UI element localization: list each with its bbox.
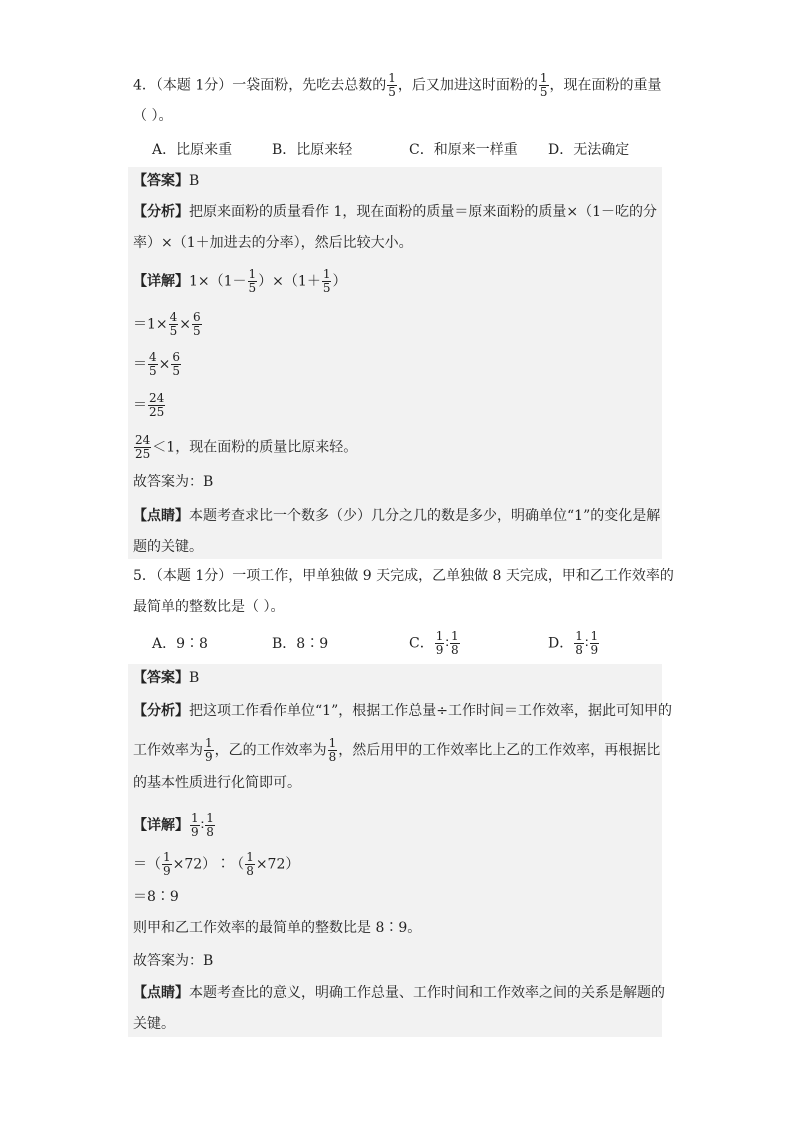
q4-stem-line1: 4．（本题 1分）一袋面粉，先吃去总数的 $\frac{1}{5}$ ，后又加进这时面粉的 $\frac{1}{5}$ ，现在面粉的重量: [133, 71, 662, 99]
q4-option-d: D．无法确定: [548, 142, 630, 158]
q4-option-b: B．比原来轻: [272, 142, 353, 158]
q4-detail-line2: ＝1× $\frac{4}{5}$ × $\frac{6}{5}$: [133, 310, 201, 338]
fraction: $\frac{1}{8}$: [206, 811, 214, 839]
q4-detail-line3: ＝ $\frac{4}{5}$ × $\frac{6}{5}$: [133, 350, 181, 378]
q4-analysis-line1: 【分析】把原来面粉的质量看作 1，现在面粉的质量＝原来面粉的质量×（1－吃的分: [133, 204, 657, 220]
q5-detail-line3: ＝8∶9: [133, 889, 179, 905]
q5-final-answer: 故答案为：B: [133, 953, 214, 969]
q4-stem-line2: （ ）。: [133, 108, 173, 124]
q5-detail-line2: ＝（ $\frac{1}{9}$ ×72）∶（ $\frac{1}{8}$ ×72）: [133, 850, 300, 878]
fraction: $\frac{1}{8}$: [451, 629, 459, 657]
q4-option-c: C．和原来一样重: [409, 142, 518, 158]
fraction: $\frac{1}{9}$: [205, 736, 213, 764]
fraction: $\frac{1}{5}$: [388, 71, 396, 99]
fraction: $\frac{24}{25}$: [149, 391, 165, 419]
q4-point-line2: 题的关键。: [133, 539, 203, 555]
q4-final-answer: 故答案为：B: [133, 474, 214, 490]
q5-detail-line1: 【详解】 $\frac{1}{9}$ ∶ $\frac{1}{8}$: [133, 811, 214, 839]
q4-answer: 【答案】B: [133, 173, 200, 189]
fraction: $\frac{1}{9}$: [435, 629, 444, 657]
fraction: $\frac{1}{8}$: [575, 629, 583, 657]
fraction: $\frac{1}{9}$: [191, 811, 199, 839]
q5-answer: 【答案】B: [133, 670, 200, 686]
q5-point-line1: 【点睛】本题考查比的意义，明确工作总量、工作时间和工作效率之间的关系是解题的: [133, 985, 665, 1001]
q4-point-line1: 【点睛】本题考查求比一个数多（少）几分之几的数是多少，明确单位“1”的变化是解: [133, 508, 661, 524]
fraction: $\frac{6}{5}$: [172, 350, 181, 378]
q5-analysis-line2: 工作效率为 $\frac{1}{9}$ ，乙的工作效率为 $\frac{1}{8}$ ，然后用甲的工作效率比上乙的工作效率，再根据比: [133, 736, 661, 764]
fraction: $\frac{1}{9}$: [163, 850, 171, 878]
fraction: $\frac{1}{8}$: [328, 736, 337, 764]
q5-option-a: A．9∶8: [152, 636, 208, 652]
q5-conclusion: 则甲和乙工作效率的最简单的整数比是 8∶9。: [133, 920, 422, 936]
q5-option-c: C． $\frac{1}{9}$ ∶ $\frac{1}{8}$: [409, 629, 459, 657]
fraction: $\frac{4}{5}$: [149, 350, 157, 378]
q5-stem-line2: 最简单的整数比是（ ）。: [133, 599, 285, 615]
q5-analysis-line3: 的基本性质进行化简即可。: [133, 775, 301, 791]
fraction: $\frac{4}{5}$: [169, 310, 178, 338]
q4-option-a: A．比原来重: [152, 142, 233, 158]
q4-solution-background: [128, 167, 662, 559]
q5-analysis-line1: 【分析】把这项工作看作单位“1”，根据工作总量÷工作时间＝工作效率，据此可知甲的: [133, 703, 672, 719]
fraction: $\frac{1}{9}$: [590, 629, 599, 657]
fraction: $\frac{1}{5}$: [539, 71, 548, 99]
q5-stem-line1: 5．（本题 1分）一项工作，甲单独做 9 天完成，乙单独做 8 天完成，甲和乙工作效率的: [133, 568, 674, 584]
q4-detail-line5: $\frac{24}{25}$ ＜1，现在面粉的质量比原来轻。: [135, 433, 358, 461]
q4-detail-line1: 【详解】1×（1－ $\frac{1}{5}$ ）×（1＋ $\frac{1}{5}$ ）: [133, 267, 347, 295]
q5-option-b: B．8∶9: [272, 636, 329, 652]
q4-analysis-line2: 率）×（1＋加进去的分率），然后比较大小。: [133, 235, 413, 251]
fraction: $\frac{6}{5}$: [193, 310, 201, 338]
fraction: $\frac{1}{5}$: [248, 267, 257, 295]
q4-detail-line4: ＝ $\frac{24}{25}$: [133, 391, 165, 419]
q5-option-d: D． $\frac{1}{8}$ ∶ $\frac{1}{9}$: [548, 629, 599, 657]
fraction: $\frac{1}{8}$: [246, 850, 254, 878]
fraction: $\frac{1}{5}$: [322, 267, 331, 295]
fraction: $\frac{24}{25}$: [135, 433, 151, 461]
q5-point-line2: 关键。: [133, 1016, 175, 1032]
